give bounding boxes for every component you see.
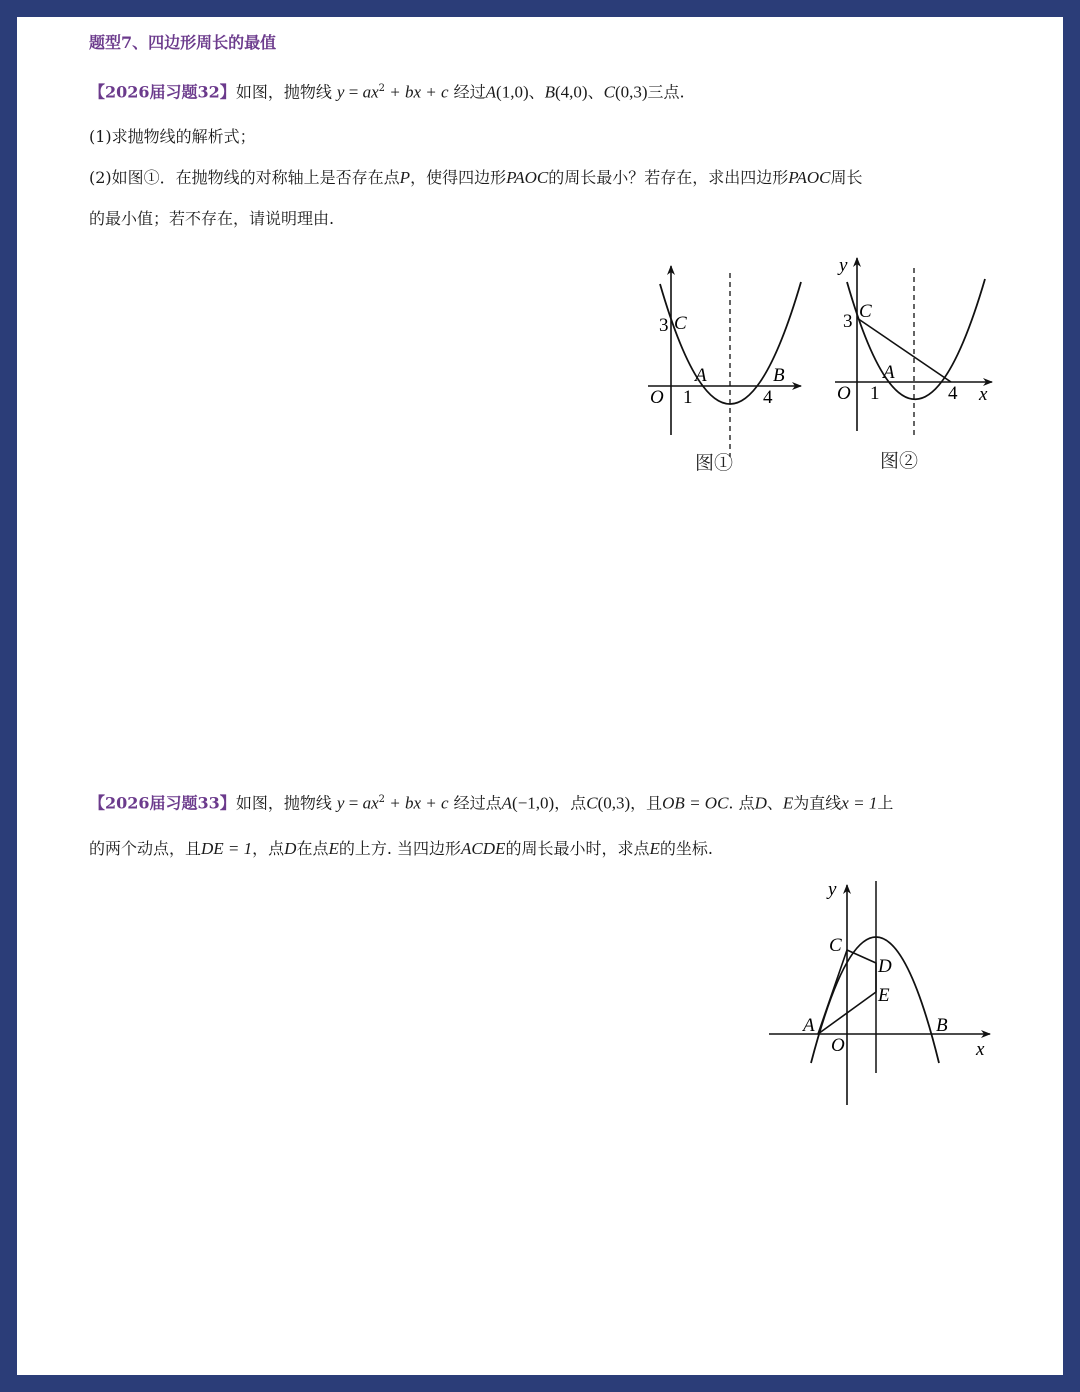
fig1-label-3: 3 (659, 315, 669, 336)
q32-pt-a-name: A (485, 82, 497, 102)
q32-part2-q1: PAOC (506, 168, 549, 187)
q32-sep2: 、 (587, 82, 604, 102)
q33-figure (17, 867, 1063, 1137)
fig2-label-3: 3 (843, 311, 853, 332)
q33-l2-c: 在点 (296, 839, 329, 858)
q32-pt-c-coord: (0,3) (614, 82, 648, 102)
q33-pt-c-prefix: ，点 (554, 793, 587, 813)
worksheet-page (17, 17, 1063, 1375)
q33-eq-rest: + bx + c (384, 793, 449, 813)
q33-eq-y: y (336, 793, 345, 813)
q32-end: 三点. (647, 82, 685, 102)
fig2-label-x: x (979, 384, 988, 405)
fig3-label-x: x (976, 1039, 985, 1060)
q32-tag: 【2026届习题32】 (89, 82, 236, 102)
fig1-label-1: 1 (683, 387, 693, 408)
fig2-label-1: 1 (870, 383, 880, 404)
q32-eq-y: y (336, 82, 345, 102)
fig1-label-b: B (773, 365, 785, 386)
fig1-label-a: A (695, 365, 707, 386)
fig2-label-c: C (859, 301, 872, 322)
q33-line-text: 为直线 (793, 793, 842, 813)
q32-sep1: 、 (528, 82, 545, 102)
fig3-label-c: C (829, 935, 842, 956)
q33-l2-de: DE = 1 (201, 839, 253, 858)
q33-pass: 经过点 (453, 793, 502, 813)
q32-pass: 经过 (453, 82, 486, 102)
q32-figures (17, 17, 1063, 517)
q33-l2-quad: ACDE (461, 839, 506, 858)
q33-cond: OB = OC (662, 793, 729, 813)
q32-pt-b-name: B (544, 82, 556, 102)
q32-part2-q2: PAOC (788, 168, 831, 187)
q33-pt-a-name: A (501, 793, 513, 813)
q33-pt-a-coord: (−1,0) (512, 793, 555, 813)
q33-pt-c-coord: (0,3) (597, 793, 631, 813)
q32-part1: (1)求抛物线的解析式； (89, 127, 256, 146)
q32-part2-b: ，使得四边形 (410, 168, 507, 187)
q32-pt-a-coord: (1,0) (496, 82, 529, 102)
fig3-label-b: B (936, 1015, 948, 1036)
fig2-label-a: A (883, 362, 895, 383)
q33-pt-d: D (754, 793, 767, 813)
q32-part2-line2: 的最小值；若不存在，请说明理由. (89, 209, 335, 228)
fig1-label-o: O (650, 387, 664, 408)
fig2-label-4: 4 (948, 383, 958, 404)
fig1-label-c: C (674, 313, 687, 334)
q33-sep: 、 (766, 793, 783, 813)
q33-eq-eq: = (344, 793, 363, 813)
q32-part2-d: 周长 (830, 168, 863, 187)
q32-pt-b-coord: (4,0) (555, 82, 588, 102)
q33-l2-a: 的两个动点，且 (89, 839, 202, 858)
fig2-label-o: O (837, 383, 851, 404)
q33-after-cond: . 点 (728, 793, 755, 813)
q33-intro: 如图，抛物线 (235, 793, 332, 813)
q32-pt-c-name: C (603, 82, 615, 102)
fig1-caption: 图① (695, 452, 734, 474)
q33-l2-d2: 的上方. 当四边形 (338, 839, 462, 858)
q33-statement-line2 (89, 838, 713, 860)
fig3-label-d: D (878, 956, 892, 977)
q33-cond-prefix: ，且 (630, 793, 663, 813)
q32-part2-a: (2)如图①．在抛物线的对称轴上是否存在点 (89, 168, 400, 187)
q32-part2-c: 的周长最小？若存在，求出四边形 (548, 168, 789, 187)
fig2-label-y: y (839, 255, 848, 276)
q33-l2-e3: E (649, 839, 660, 858)
q32-eq-a: ax (362, 82, 379, 102)
q32-eq-eq: = (344, 82, 363, 102)
q32-eq-sq: 2 (378, 83, 385, 94)
figure-2 (835, 255, 992, 472)
q32-eq-rest: + bx + c (384, 82, 449, 102)
q33-l2-e: E (328, 839, 339, 858)
q33-tag: 【2026届习题33】 (89, 793, 236, 813)
fig1-label-4: 4 (763, 387, 773, 408)
q33-l2-b: ，点 (252, 839, 285, 858)
fig2-caption: 图② (880, 450, 919, 472)
q33-pt-e: E (782, 793, 794, 813)
q32-intro: 如图，抛物线 (235, 82, 332, 102)
fig3-label-o: O (831, 1035, 845, 1056)
q33-eq-sq: 2 (378, 794, 385, 805)
figure-1 (648, 266, 801, 474)
fig3-label-e: E (878, 985, 890, 1006)
q33-l2-end: 的坐标. (659, 839, 713, 858)
q32-part2-p: P (399, 168, 411, 187)
fig3-label-y: y (828, 879, 837, 900)
q33-pt-c-name: C (586, 793, 598, 813)
section-heading: 题型7、四边形周长的最值 (89, 33, 277, 52)
q33-eq-a: ax (362, 793, 379, 813)
q33-l2-d: D (284, 839, 297, 858)
q33-statement (89, 789, 893, 814)
q33-line-eq: x = 1 (841, 793, 878, 813)
q33-line-end: 上 (877, 793, 894, 813)
fig3-label-a: A (803, 1015, 815, 1036)
q33-l2-e2: 的周长最小时，求点 (505, 839, 650, 858)
